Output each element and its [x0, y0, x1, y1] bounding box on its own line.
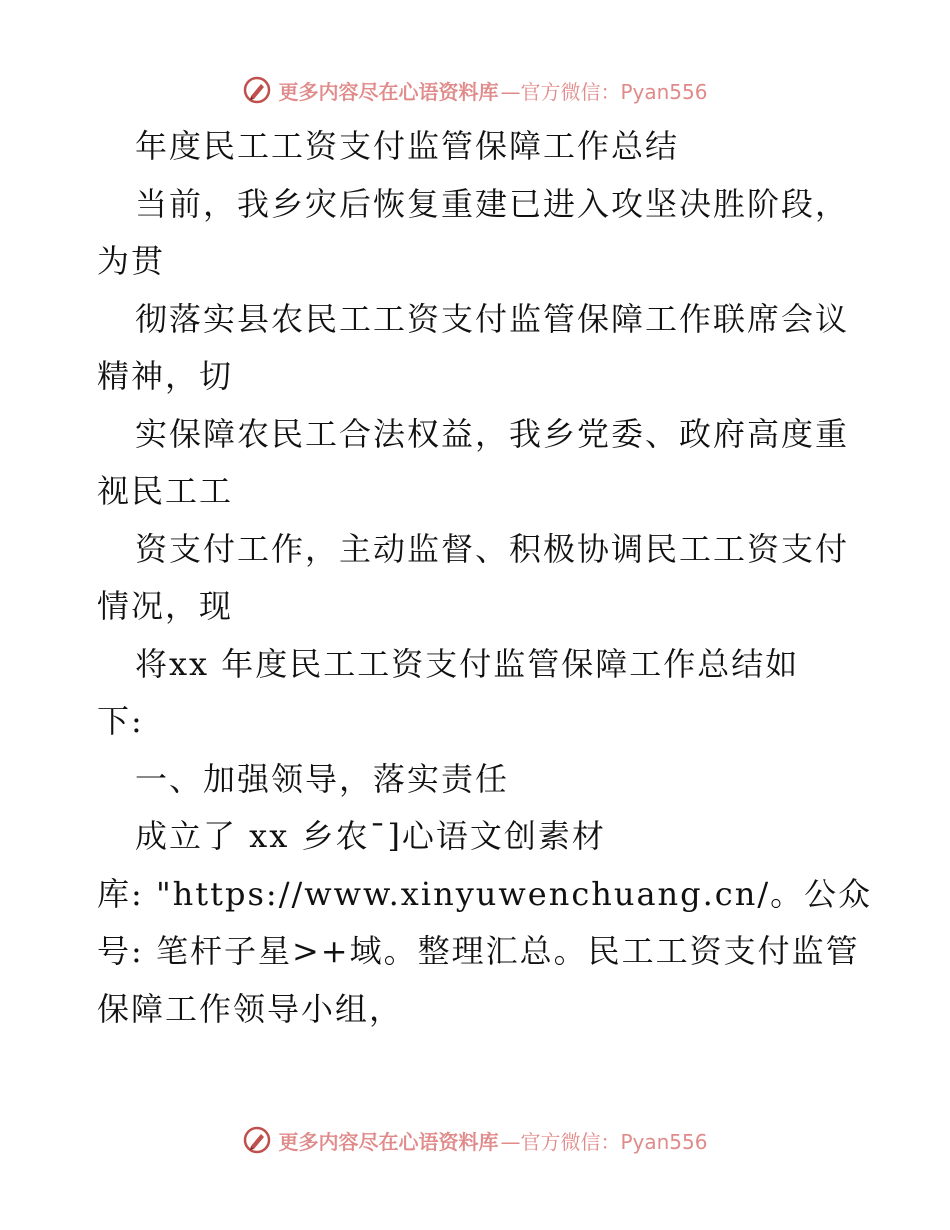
- document-title: 年度民工工资支付监管保障工作总结: [135, 127, 680, 165]
- footer-banner-main-text: 更多内容尽在心语资料库: [278, 1129, 499, 1154]
- paragraph-line: 为贯: [97, 242, 166, 280]
- paragraph-line: 库: "https://www.xinyuwenchuang.cn/。公众: [97, 874, 873, 913]
- paragraph-line: 保障工作领导小组，: [97, 989, 404, 1028]
- paragraph-line: 实保障农民工合法权益，我乡党委、政府高度重: [135, 414, 850, 453]
- pen-logo-icon: [242, 1125, 272, 1155]
- paragraph-line: 将xx 年度民工工资支付监管保障工作总结如: [135, 644, 800, 683]
- paragraph-line: 精神，切: [97, 357, 234, 395]
- header-banner: [0, 70, 950, 110]
- footer-banner: [0, 1120, 950, 1160]
- paragraph-line: 资支付工作，主动监督、积极协调民工工资支付: [135, 529, 850, 568]
- paragraph-line: 彻落实县农民工工资支付监管保障工作联席会议: [135, 299, 850, 338]
- section-heading: 一、加强领导，落实责任: [135, 759, 510, 798]
- pen-logo-icon: [242, 75, 272, 105]
- paragraph-line: 号: 笔杆子星>+域。整理汇总。民工工资支付监管: [97, 932, 860, 970]
- document-body: [97, 118, 887, 1038]
- header-banner-wechat-text: —官方微信：Pyan556: [500, 79, 708, 104]
- header-banner-main-text: 更多内容尽在心语资料库: [278, 79, 499, 104]
- footer-banner-wechat-text: —官方微信：Pyan556: [500, 1129, 708, 1154]
- paragraph-line: 视民工工: [97, 472, 234, 510]
- paragraph-line: 情况，现: [97, 587, 234, 625]
- paragraph-line: 当前，我乡灾后恢复重建已进入攻坚决胜阶段，: [135, 184, 850, 223]
- paragraph-line: 下:: [97, 702, 144, 740]
- paragraph-line: 成立了 xx 乡农¯]心语文创素材: [135, 817, 606, 855]
